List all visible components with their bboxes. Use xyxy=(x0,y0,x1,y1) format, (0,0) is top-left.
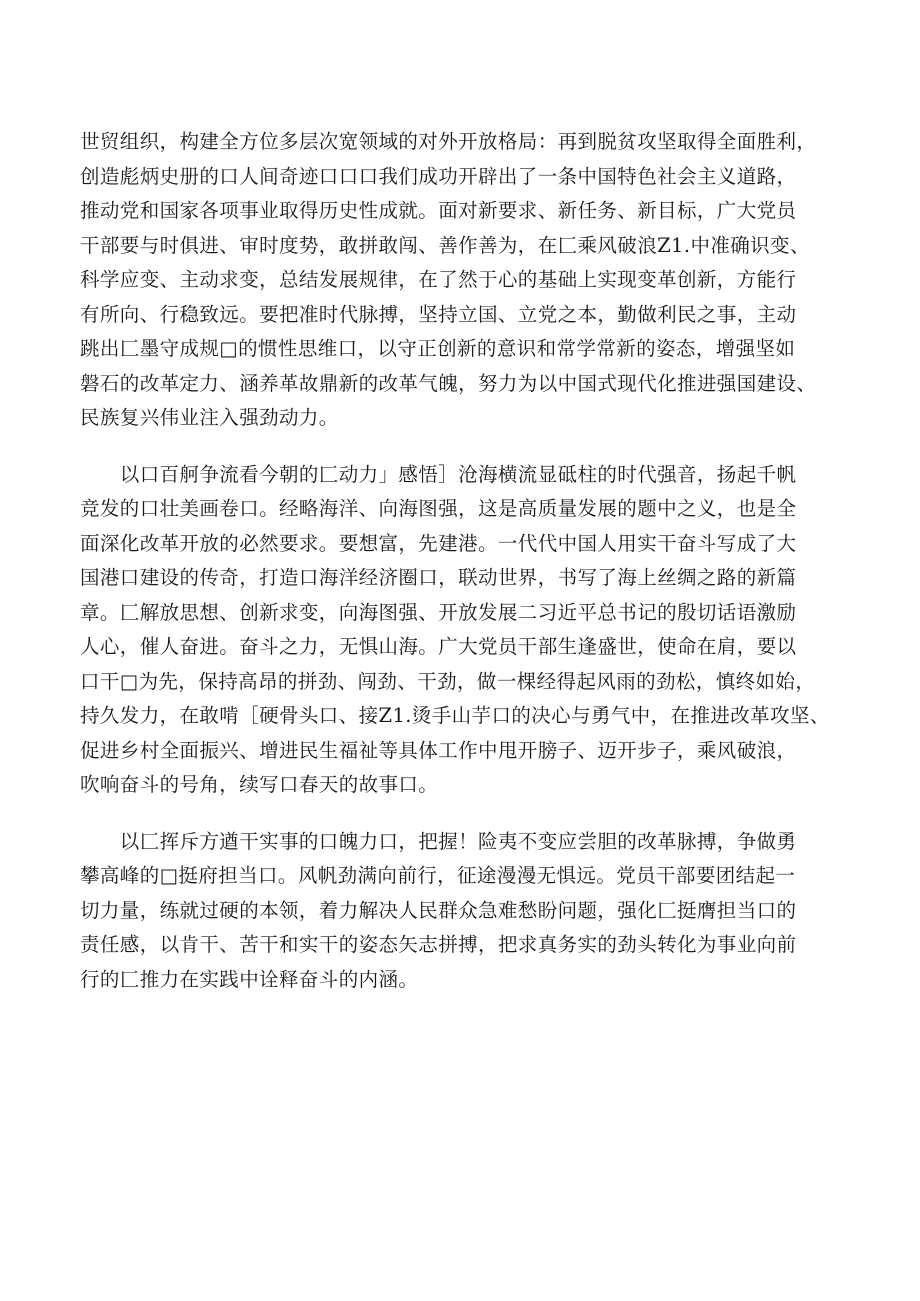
text-line: 磐石的改革定力、涵养革故鼎新的改革气魄，努力为以中国式现代化推进强国建设、 xyxy=(80,371,817,395)
paragraph-2 xyxy=(80,458,920,803)
text-line: 行的匚推力在实践中诠释奋斗的内涵。 xyxy=(80,967,419,991)
text-line: 创造彪炳史册的口人间奇迹口口口我们成功开辟出了一条中国特色社会主义道路， xyxy=(80,164,797,188)
text-line: 国港口建设的传奇，打造口海洋经济圈口，联动世界，书写了海上丝绸之路的新篇 xyxy=(80,566,797,589)
text-line: 以匚挥斥方遒干实事的口魄力口，把握！险夷不变应尝胆的改革脉搏，争做勇 xyxy=(80,829,797,853)
text-line: 民族复兴伟业注入强劲动力。 xyxy=(80,406,339,429)
text-line: 世贸组织，构建全方位多层次宽领域的对外开放格局：再到脱贫攻坚取得全面胜利， xyxy=(80,130,817,153)
text-line: 促进乡村全面振兴、增进民生福祉等具体工作中甩开膀子、迈开步子，乘风破浪， xyxy=(80,738,797,762)
text-line: 以口百舸争流看今朝的匚动力」感悟］沧海横流显砥柱的时代强音，扬起千帆 xyxy=(80,462,797,486)
text-line: 切力量，练就过硬的本领，着力解决人民群众急难愁盼问题，强化匚挺膺担当口的 xyxy=(80,898,797,922)
text-line: 跳出匚墨守成规□的惯性思维口，以守正创新的意识和常学常新的姿态，增强坚如 xyxy=(80,337,796,360)
text-line: 干部要与时俱进、审时度势，敢拼敢闯、善作善为，在匚乘风破浪Z1.中准确识变、 xyxy=(80,233,810,257)
text-line: 攀高峰的□挺府担当口。风帆劲满向前行，征途漫漫无惧远。党员干部要团结起一 xyxy=(80,864,796,887)
text-line: 推动党和国家各项事业取得历史性成就。面对新要求、新任务、新目标，广大党员 xyxy=(80,199,797,222)
text-line: 持久发力，在敢啃［硬骨头口、接Z1.烫手山芋口的决心与勇气中，在推进改革攻坚、 xyxy=(80,704,830,727)
text-line: 章。匚解放思想、创新求变，向海图强、开放发展二习近平总书记的殷切话语激励 xyxy=(80,600,797,624)
text-line: 有所向、行稳致远。要把准时代脉搏，坚持立国、立党之本，勤做利民之事，主动 xyxy=(80,302,797,326)
text-line: 面深化改革开放的必然要求。要想富，先建港。一代代中国人用实干奋斗写成了大 xyxy=(80,531,797,555)
text-line: 竞发的口壮美画卷口。经略海洋、向海图强，这是高质量发展的题中之义，也是全 xyxy=(80,497,797,520)
text-line: 吹响奋斗的号角，续写口春天的故事口。 xyxy=(80,773,439,796)
text-line: 人心，催人奋进。奋斗之力，无惧山海。广大党员干部生逢盛世，使命在肩，要以 xyxy=(80,635,797,658)
paragraph-1 xyxy=(80,125,920,436)
text-line: 责任感，以肯干、苦干和实干的姿态矢志拼搏，把求真务实的劲头转化为事业向前 xyxy=(80,933,797,956)
text-line: 口干□为先，保持高昂的拼劲、闯劲、干劲，做一棵经得起风雨的劲松，慎终如始， xyxy=(80,669,816,693)
text-line: 科学应变、主动求变，总结发展规律，在了然于心的基础上实现变革创新，方能行 xyxy=(80,268,797,291)
paragraph-3 xyxy=(80,825,920,998)
